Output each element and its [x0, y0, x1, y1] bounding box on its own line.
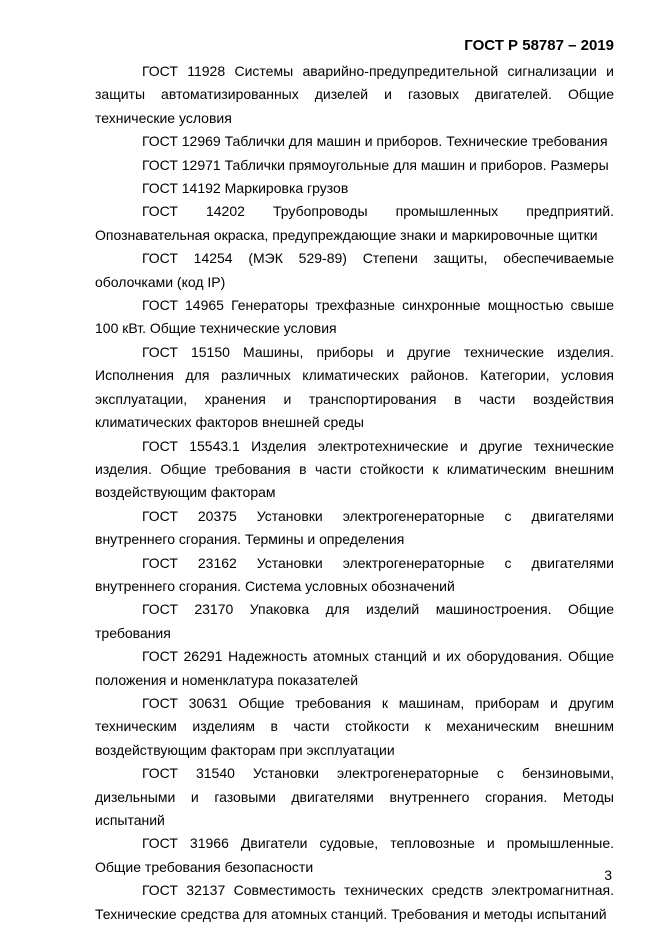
reference-item: ГОСТ 14965 Генераторы трехфазные синхронные мощностью свыше 100 кВт. Общие технические условия	[95, 297, 614, 337]
reference-item: ГОСТ 31966 Двигатели судовые, тепловозные и промышленные. Общие требования безопасности	[95, 835, 614, 875]
references-list	[95, 60, 614, 926]
reference-item: ГОСТ 31540 Установки электрогенераторные с бензиновыми, дизельными и газовыми двигателями внутреннего сгорания. Методы испытаний	[95, 765, 614, 828]
reference-item: ГОСТ 12971 Таблички прямоугольные для машин и приборов. Размеры	[142, 156, 609, 173]
reference-item: ГОСТ 14192 Маркировка грузов	[142, 180, 349, 197]
reference-item: ГОСТ 12969 Таблички для машин и приборов. Технические требования	[142, 133, 608, 150]
reference-item: ГОСТ 23170 Упаковка для изделий машиностроения. Общие требования	[95, 601, 614, 641]
reference-item: ГОСТ 26291 Надежность атомных станций и их оборудования. Общие положения и номенклатура показателей	[95, 648, 614, 688]
reference-item: ГОСТ 11928 Системы аварийно-предупредительной сигнализации и защиты автоматизированных дизелей и газовых двигателей. Общие технические условия	[95, 63, 614, 126]
reference-item: ГОСТ 30631 Общие требования к машинам, приборам и другим техническим изделиям в части стойкости к механическим внешним воздействующим факторам при эксплуатации	[95, 694, 614, 758]
reference-item: ГОСТ 23162 Установки электрогенераторные с двигателями внутреннего сгорания. Система условных обозначений	[95, 554, 614, 594]
reference-item: ГОСТ 20375 Установки электрогенераторные с двигателями внутреннего сгорания. Термины и определения	[95, 507, 614, 548]
reference-item: ГОСТ 15150 Машины, приборы и другие технические изделия. Исполнения для различных климатических районов. Категории, условия эксплуатации, хранения и транспортирования в части воздействия климатических факторов внешней среды	[95, 343, 614, 431]
reference-item: ГОСТ 32137 Совместимость технических средств электромагнитная. Технические средства для атомных станций. Требования и методы испытаний	[95, 882, 614, 922]
reference-item: ГОСТ 14202 Трубопроводы промышленных предприятий. Опознавательная окраска, предупреждающие знаки и маркировочные щитки	[95, 203, 614, 243]
reference-item: ГОСТ 15543.1 Изделия электротехнические и другие технические изделия. Общие требования в части стойкости к климатическим внешним воздействующим факторам	[95, 437, 614, 501]
page-number: 3	[604, 867, 612, 883]
reference-item: ГОСТ 14254 (МЭК 529-89) Степени защиты, обеспечиваемые оболочками (код IP)	[95, 250, 614, 290]
document-header: ГОСТ Р 58787 – 2019	[464, 37, 614, 54]
